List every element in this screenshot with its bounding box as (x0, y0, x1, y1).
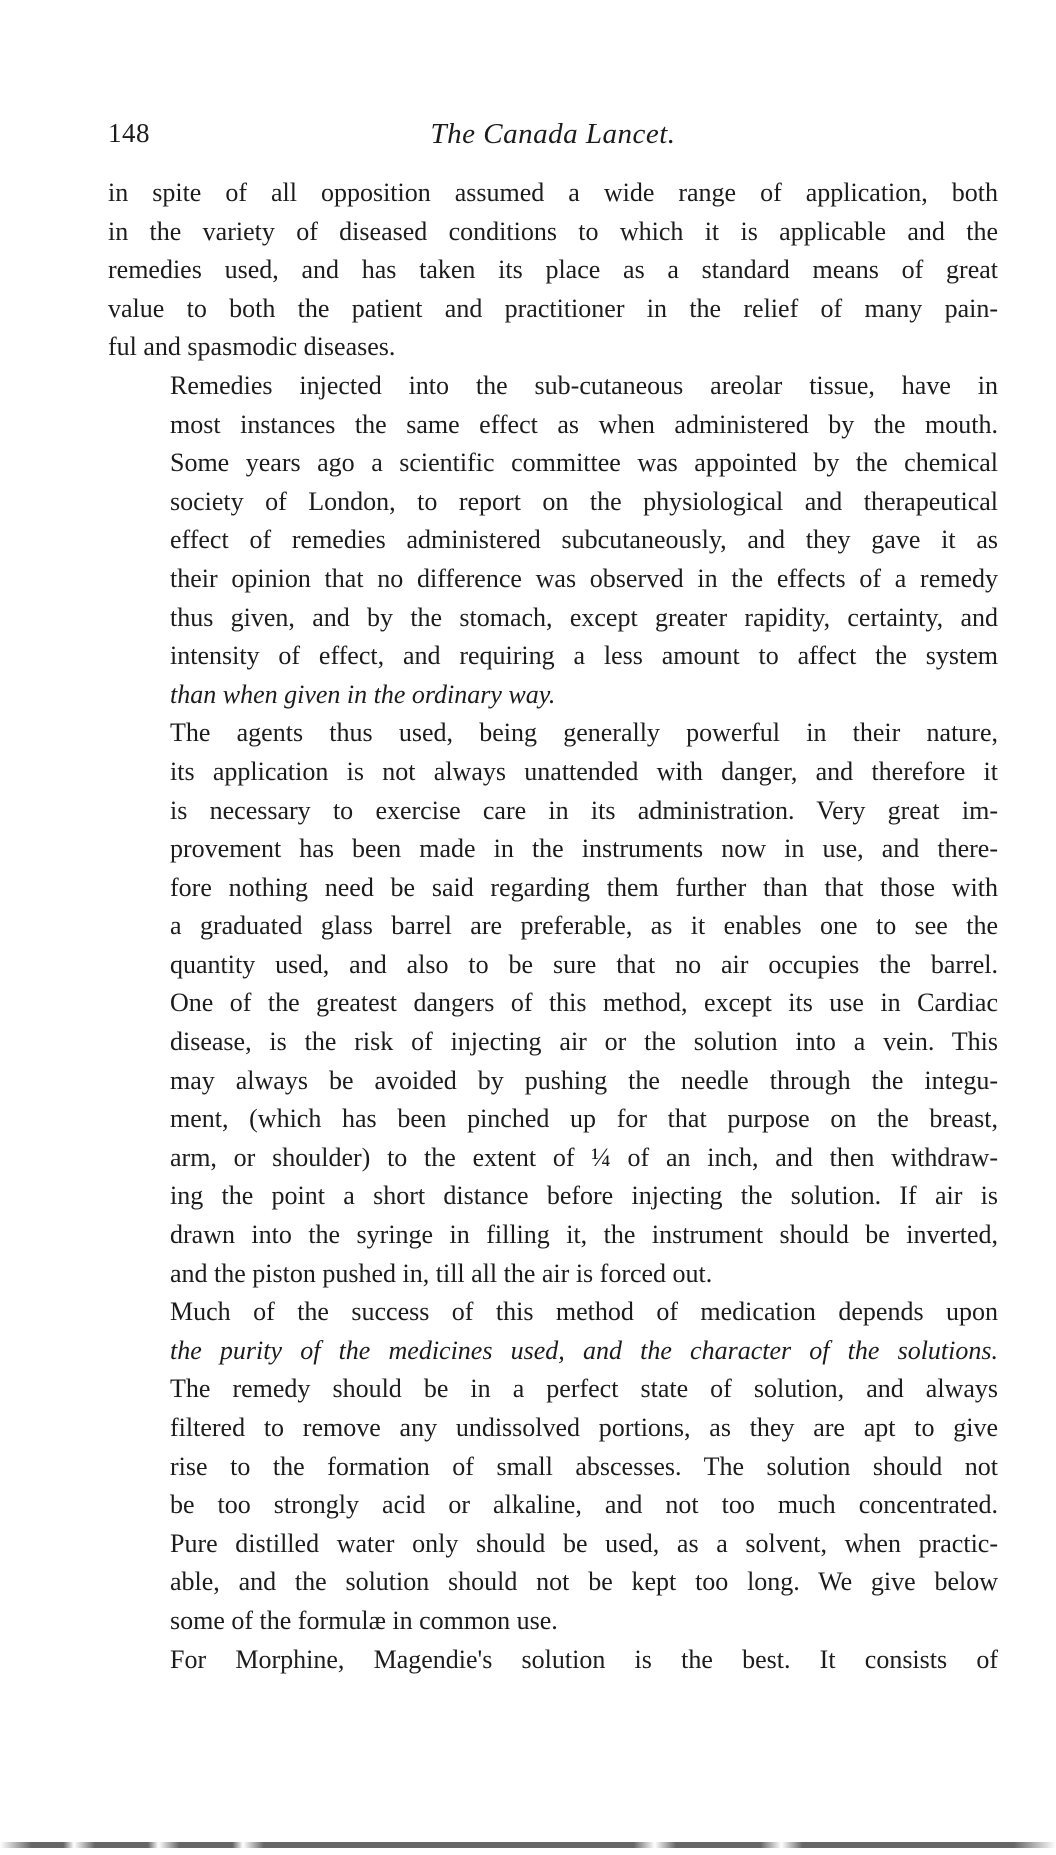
text-line: drawn into the syringe in filling it, the instrument should be inverted, (170, 1220, 998, 1250)
text-line: rise to the formation of small abscesses. The solution should not (170, 1451, 998, 1481)
text-line: Remedies injected into the sub-cutaneous areolar tissue, have in (170, 370, 998, 400)
text-line: the purity of the medicines used, and the character of the solutions. (170, 1335, 998, 1365)
text-line: ful and spasmodic diseases. (108, 332, 396, 362)
text-line: in the variety of diseased conditions to which it is applicable and the (108, 216, 998, 246)
text-line: value to both the patient and practitioner in the relief of many pain- (108, 293, 998, 323)
text-line: arm, or shoulder) to the extent of ¼ of an inch, and then withdraw- (170, 1142, 998, 1172)
text-line: in spite of all opposition assumed a wide range of application, both (108, 178, 998, 207)
text-line: For Morphine, Magendie's solution is the best. It consists of (170, 1644, 998, 1674)
paragraph-2 (108, 367, 998, 714)
text-line: and the piston pushed in, till all the air is forced out. (170, 1258, 713, 1288)
text-line: The agents thus used, being generally powerful in their nature, (170, 718, 998, 748)
paragraph-3 (108, 714, 998, 1293)
page-number: 148 (108, 118, 150, 148)
text-line: quantity used, and also to be sure that no air occupies the barrel. (170, 949, 998, 979)
text-line: provement has been made in the instruments now in use, and there- (170, 834, 998, 864)
text-line: fore nothing need be said regarding them further than that those with (170, 872, 998, 902)
bottom-edge-rule (0, 1842, 1056, 1848)
paragraph-1 (108, 174, 998, 367)
text-line: some of the formulæ in common use. (170, 1605, 558, 1635)
text-line: is necessary to exercise care in its administration. Very great im- (170, 795, 998, 825)
text-line: The remedy should be in a perfect state of solution, and always (170, 1374, 998, 1404)
text-line: ing the point a short distance before injecting the solution. If air is (170, 1181, 998, 1211)
text-line: Pure distilled water only should be used, as a solvent, when practic- (170, 1528, 998, 1558)
journal-title: The Canada Lancet. (430, 118, 676, 150)
paragraph-5 (108, 1641, 998, 1680)
text-line: Much of the success of this method of medication depends upon (170, 1297, 998, 1327)
text-line: ment, (which has been pinched up for that purpose on the breast, (170, 1104, 998, 1134)
text-line: Some years ago a scientific committee was appointed by the chemical (170, 448, 998, 478)
article-body (108, 174, 998, 1679)
text-line: One of the greatest dangers of this method, except its use in Cardiac (170, 988, 998, 1018)
text-line: able, and the solution should not be kept too long. We give below (170, 1567, 998, 1597)
text-line: may always be avoided by pushing the needle through the integu- (170, 1065, 998, 1095)
text-line: than when given in the ordinary way. (170, 679, 556, 709)
text-line: a graduated glass barrel are preferable, as it enables one to see the (170, 911, 998, 941)
text-line: most instances the same effect as when administered by the mouth. (170, 409, 998, 439)
text-line: be too strongly acid or alkaline, and not too much concentrated. (170, 1490, 998, 1520)
text-line: effect of remedies administered subcutaneously, and they gave it as (170, 525, 998, 555)
running-head (108, 118, 998, 158)
paragraph-4 (108, 1293, 998, 1640)
text-line: disease, is the risk of injecting air or the solution into a vein. This (170, 1027, 998, 1057)
text-line: society of London, to report on the physiological and therapeutical (170, 486, 998, 516)
text-line: its application is not always unattended with danger, and therefore it (170, 756, 998, 786)
text-line: remedies used, and has taken its place as a standard means of great (108, 255, 998, 285)
text-line: intensity of effect, and requiring a less amount to affect the system (170, 641, 998, 671)
text-line: thus given, and by the stomach, except greater rapidity, certainty, and (170, 602, 998, 632)
text-line: their opinion that no difference was observed in the effects of a remedy (170, 563, 998, 593)
text-line: filtered to remove any undissolved portions, as they are apt to give (170, 1413, 998, 1442)
